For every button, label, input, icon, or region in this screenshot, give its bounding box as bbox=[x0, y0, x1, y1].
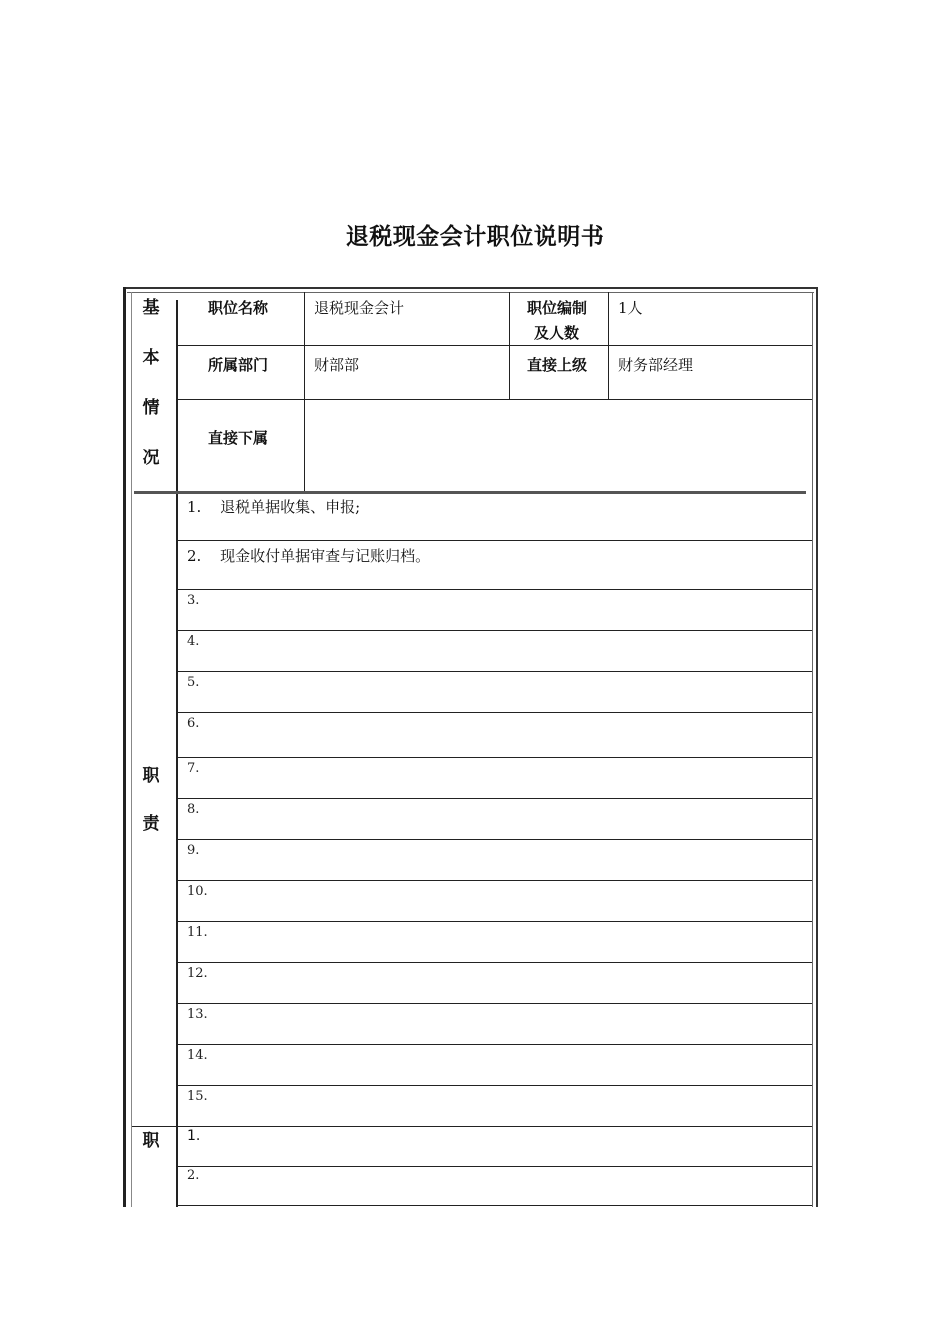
duty-number: 8. bbox=[187, 802, 200, 817]
section-label-basic bbox=[130, 296, 172, 496]
duty-number: 15. bbox=[187, 1089, 208, 1104]
authority-number: 1. bbox=[187, 1128, 201, 1144]
authority-number: 2. bbox=[187, 1168, 200, 1183]
position-name-value: 退税现金会计 bbox=[314, 299, 405, 317]
duty-number: 13. bbox=[187, 1007, 208, 1022]
section-char: 职 bbox=[142, 766, 160, 786]
section-char: 责 bbox=[142, 814, 160, 834]
duty-number: 1. bbox=[187, 498, 202, 516]
duty-item bbox=[187, 757, 199, 781]
section-char: 本 bbox=[142, 348, 160, 368]
headcount-label-line1: 职位编制 bbox=[527, 299, 588, 317]
duty-number: 11. bbox=[187, 925, 208, 940]
duty-item bbox=[187, 630, 199, 654]
duty-item bbox=[187, 544, 430, 568]
duty-number: 9. bbox=[187, 843, 200, 858]
duty-number: 3. bbox=[187, 593, 200, 608]
supervisor-label: 直接上级 bbox=[527, 356, 588, 374]
section-char: 基 bbox=[142, 298, 160, 318]
supervisor-value: 财务部经理 bbox=[618, 356, 694, 374]
duty-item bbox=[187, 1085, 208, 1109]
document-title: 退税现金会计职位说明书 bbox=[345, 224, 605, 250]
duty-item bbox=[187, 495, 360, 519]
duty-number: 4. bbox=[187, 634, 200, 649]
headcount-label-line2: 及人数 bbox=[534, 324, 580, 342]
duty-item bbox=[187, 839, 199, 863]
duty-number: 10. bbox=[187, 884, 208, 899]
duty-number: 14. bbox=[187, 1048, 208, 1063]
position-name-label: 职位名称 bbox=[208, 299, 269, 317]
duty-item bbox=[187, 671, 199, 695]
duty-number: 2. bbox=[187, 547, 202, 565]
duty-item bbox=[187, 798, 199, 822]
duty-number: 5. bbox=[187, 675, 200, 690]
authority-item bbox=[187, 1124, 200, 1148]
duty-number: 6. bbox=[187, 716, 200, 731]
duty-item bbox=[187, 589, 199, 613]
section-label-authority: 职 bbox=[142, 1131, 160, 1151]
subordinate-label: 直接下属 bbox=[208, 429, 269, 447]
department-label: 所属部门 bbox=[208, 356, 269, 374]
headcount-value: 1人 bbox=[618, 299, 643, 317]
duty-number: 7. bbox=[187, 761, 200, 776]
authority-item bbox=[187, 1164, 199, 1188]
duty-text: 现金收付单据审查与记账归档。 bbox=[220, 547, 431, 565]
section-char: 情 bbox=[142, 398, 160, 418]
duty-item bbox=[187, 962, 208, 986]
department-value: 财部部 bbox=[314, 356, 360, 374]
duty-item bbox=[187, 880, 208, 904]
duty-number: 12. bbox=[187, 966, 208, 981]
duty-item bbox=[187, 1044, 208, 1068]
duty-item bbox=[187, 712, 199, 736]
duty-item bbox=[187, 1003, 208, 1027]
section-char: 况 bbox=[142, 448, 160, 468]
section-label-duties bbox=[130, 764, 172, 860]
duty-text: 退税单据收集、申报; bbox=[220, 498, 361, 516]
duty-item bbox=[187, 921, 208, 945]
